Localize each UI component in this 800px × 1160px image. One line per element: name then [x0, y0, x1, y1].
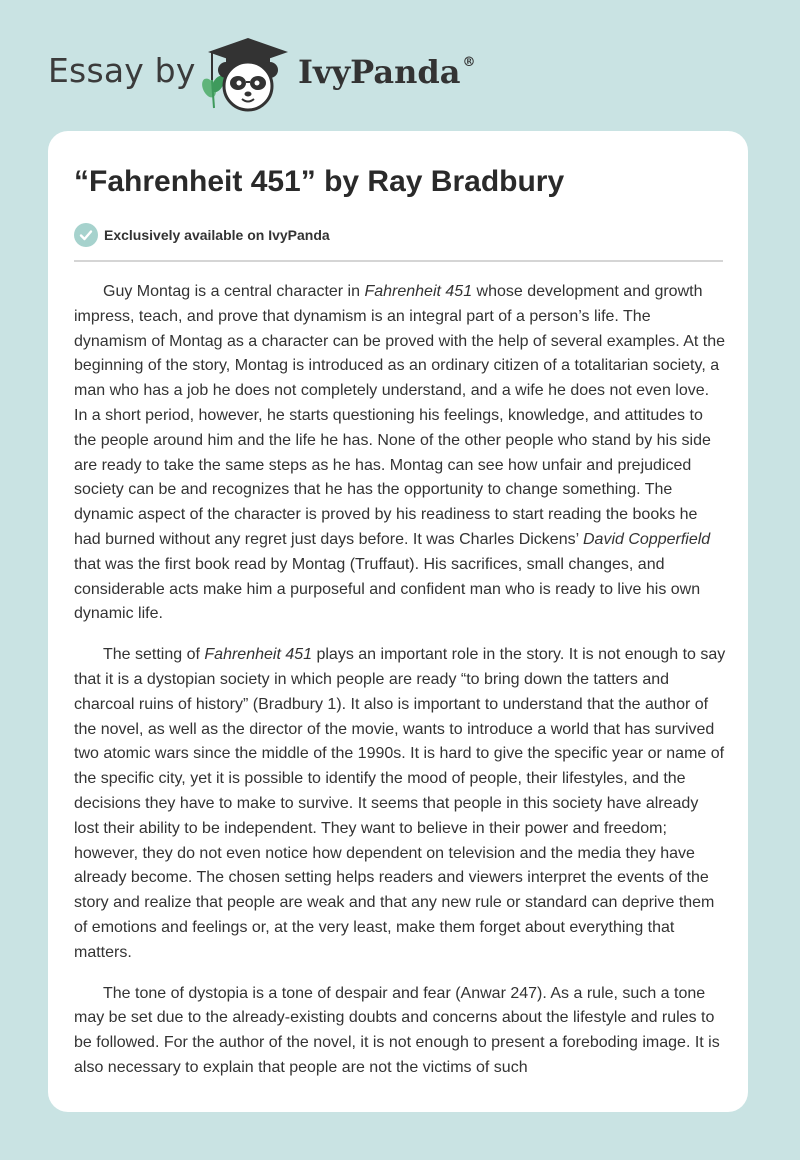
essay-paragraph	[74, 280, 726, 627]
essay-body	[74, 280, 726, 1097]
paragraph-text: plays an important role in the story. It is not enough to say that it is a dystopian society in which people are ready “to bring down the tatters and charcoal ruins of history” (Bradbury 1). It also is important to understand that the author of the novel, as well as the director of the movie, wants to introduce a world that has survived two atomic wars since the middle of the 1990s. It is hard to give the specific year or name of the specific city, yet it is possible to identify the mood of people, their lifestyles, and the decisions they have to make to survive. It seems that people in this society have already lost their ability to be independent. They want to believe in their power and freedom; however, they do not even notice how dependent on television and the media they have already become. The chosen setting helps readers and viewers interpret the events of the story and realize that people are weak and that any new rule or standard can deprive them of emotions and feelings or, at the very least, make them forget about everything that matters.	[74, 646, 726, 961]
divider	[74, 260, 723, 262]
essay-paragraph	[74, 643, 726, 965]
exclusive-badge	[74, 222, 330, 248]
page-title: “Fahrenheit 451” by Ray Bradbury	[74, 165, 565, 198]
essay-card	[48, 131, 748, 1112]
paragraph-text: Guy Montag is a central character in	[103, 283, 365, 300]
badge-label: Exclusively available on IvyPanda	[104, 227, 330, 243]
paragraph-text: The setting of	[103, 646, 205, 664]
book-title-text: Fahrenheit 451	[364, 283, 473, 300]
essay-by-label: Essay by	[48, 51, 196, 90]
check-icon	[74, 223, 98, 247]
paragraph-text: whose development and growth impress, teach, and prove that dynamism is an integral part of a person’s life. The dynamism of Montag as a character can be proved with the help of several examples. At the beginning of the story, Montag is introduced as an ordinary citizen of a totalitarian society, a man who has a job he does not completely understand, and a wife he does not even love. In a short period, however, he starts questioning his feelings, knowledge, and attitudes to the people around him and the life he has. None of the other people who stand by his side are ready to take the same steps as he has. Montag can see how unfair and prejudiced society can be and recognizes that he has the opportunity to change something. The dynamic aspect of the character is proved by his readiness to start reading the books he had burned without any regret just days before. It was Charles Dickens’	[74, 283, 726, 548]
paragraph-text: that was the first book read by Montag (Truffaut). His sacrifices, small changes, and considerable acts make him a purposeful and confident man who is ready to live his own dynamic life.	[74, 555, 701, 623]
site-header	[48, 36, 508, 116]
essay-paragraph	[74, 982, 726, 1081]
registered-mark: ®	[462, 55, 476, 70]
book-title-text: Fahrenheit 451	[204, 646, 313, 664]
paragraph-text: The tone of dystopia is a tone of despair and fear (Anwar 247). As a rule, such a tone may be set due to the already-existing doubts and concerns about the lifestyle and rules to be followed. For the author of the novel, it is not enough to present a foreboding image. It is also necessary to explain that people are not the victims of such	[74, 984, 720, 1076]
book-title-text: David Copperfield	[583, 530, 711, 548]
panda-graduate-icon	[202, 36, 294, 112]
brand-name: IvyPanda ®	[298, 53, 476, 91]
